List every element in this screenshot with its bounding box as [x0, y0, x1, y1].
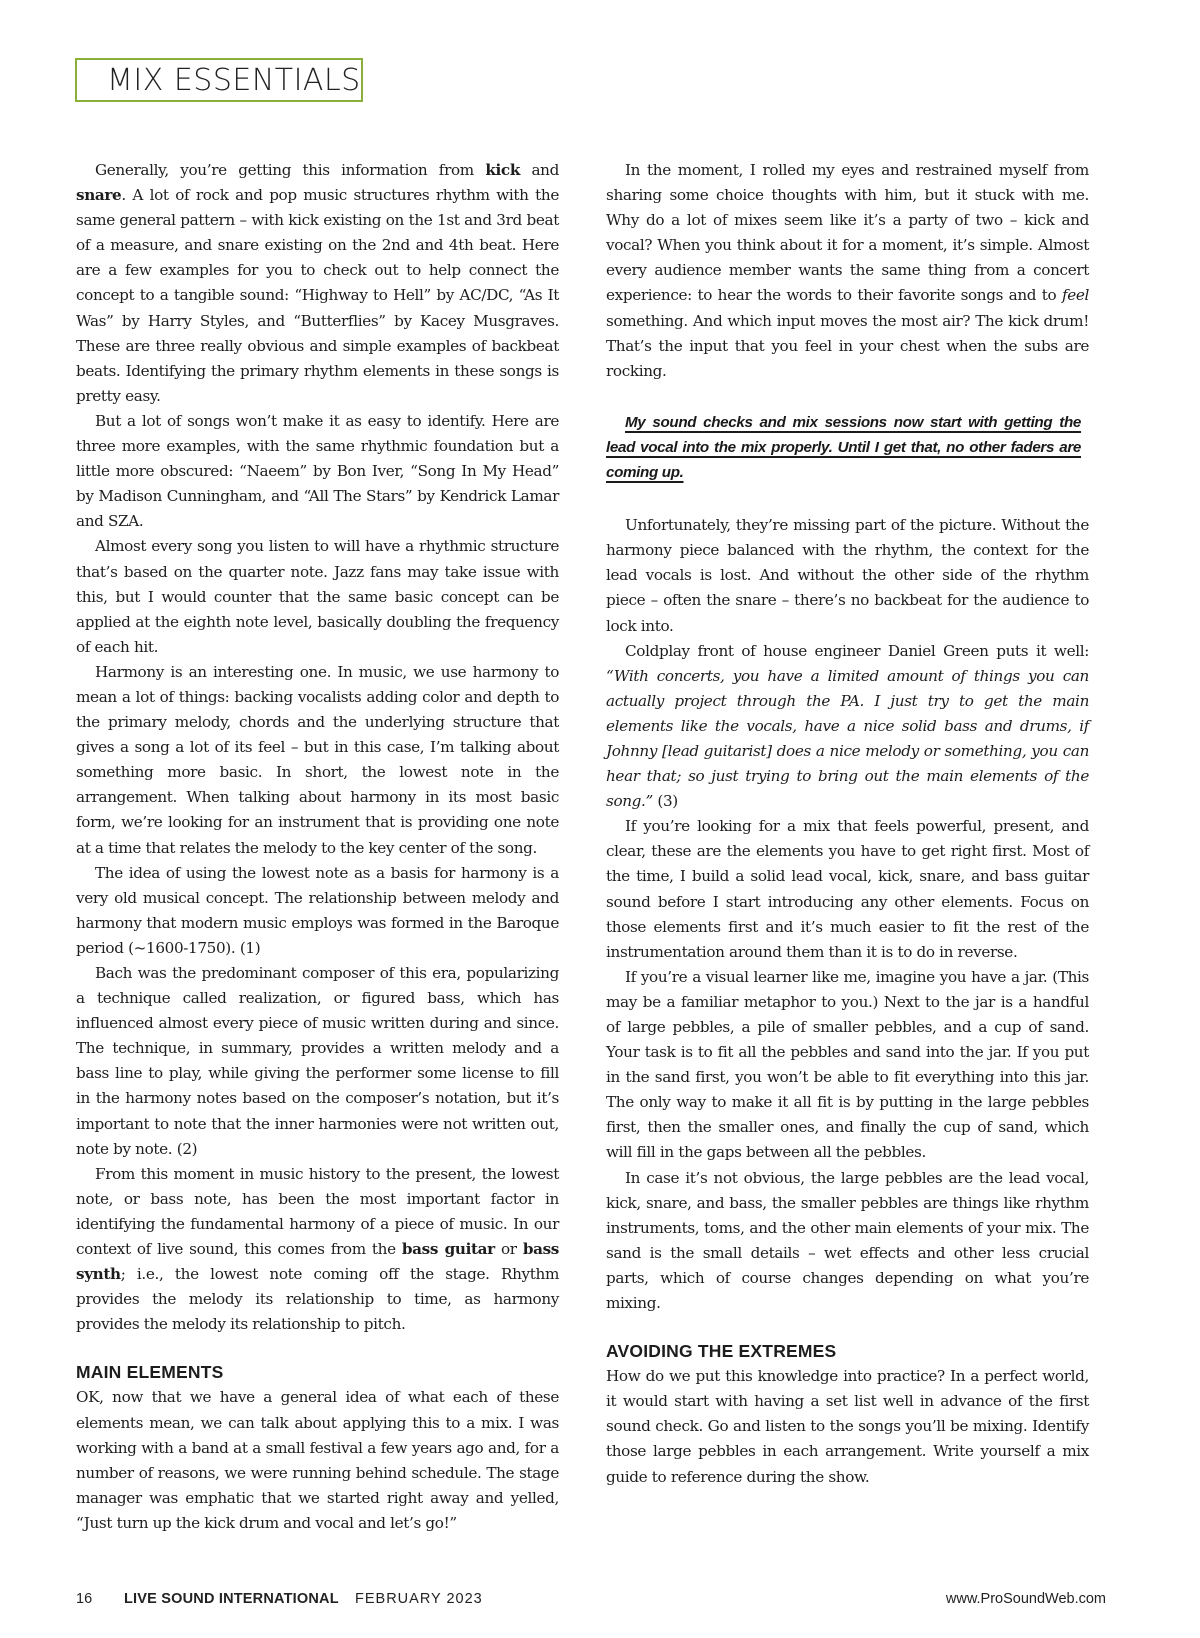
section-heading: AVOIDING THE EXTREMES	[606, 1341, 837, 1362]
body-paragraph: The idea of using the lowest note as a basis for harmony is a very old musical concept. The relationship between melody and harmony that modern music employs was formed in the Baroque period (~1600-1750). (1)	[76, 863, 559, 957]
body-paragraph: But a lot of songs won’t make it as easy to identify. Here are three more examples, with the same rhythmic foundation but a little more obscured: “Naeem” by Bon Iver, “Song In My Head” by Madison Cunningham, and “All The Stars” by Kendrick Lamar and SZA.	[76, 411, 559, 531]
pull-quote: My sound checks and mix sessions now start with getting the lead vocal into the mix properly. Until I get that, no other faders are coming up.	[606, 413, 1081, 482]
body-paragraph: How do we put this knowledge into practice? In a perfect world, it would start with having a set list well in advance of the first sound check. Go and listen to the songs you’ll be mixing. Identify those large pebbles in each arrangement. Write yourself a mix guide to reference during the show.	[606, 1367, 1089, 1486]
body-paragraph: If you’re looking for a mix that feels powerful, present, and clear, these are the elements you have to get right first. Most of the time, I build a solid lead vocal, kick, snare, and bass guitar sound before I start introducing any other elements. Focus on those elements first and it’s much easier to fit the rest of the instrumentation around them than it is to do in reverse.	[606, 817, 1089, 961]
body-paragraph: Coldplay front of house engineer Daniel Green puts it well: “With concerts, you have a limited amount of things you can actually project through the PA. I just try to get the main elements like the vocals, have a nice solid bass and drums, if Johnny [lead guitarist] does a nice melody or something, you can hear that; so just trying to bring out the main elements of the song.” (3)	[606, 641, 1089, 811]
body-paragraph: Unfortunately, they’re missing part of the picture. Without the harmony piece balanced with the rhythm, the context for the lead vocals is lost. And without the other side of the rhythm piece – often the snare – there’s no backbeat for the audience to lock into.	[606, 516, 1089, 635]
body-paragraph: If you’re a visual learner like me, imagine you have a jar. (This may be a familiar metaphor to you.) Next to the jar is a handful of large pebbles, a pile of smaller pebbles, and a cup of sand. Your task is to fit all the pebbles and sand into the jar. If you put in the sand first, you won’t be able to fit everything into this jar. The only way to make it all fit is by putting in the large pebbles first, then the smaller ones, and finally the cup of sand, which will fill in the gaps between all the pebbles.	[606, 967, 1089, 1162]
right-column	[606, 158, 1089, 1490]
section-tag: MIX ESSENTIALS	[75, 58, 363, 102]
magazine-name: LIVE SOUND INTERNATIONAL	[124, 1591, 339, 1607]
body-paragraph: Generally, you’re getting this information from kick and snare. A lot of rock and pop music structures rhythm with the same general pattern – with kick existing on the 1st and 3rd beat of a measure, and snare existing on the 2nd and 4th beat. Here are a few examples for you to check out to help connect the concept to a tangible sound: “Highway to Hell” by AC/DC, “As It Was” by Harry Styles, and “Butterflies” by Kacey Musgraves. These are three really obvious and simple examples of backbeat beats. Identifying the primary rhythm elements in these songs is pretty easy.	[76, 161, 559, 405]
page-footer	[76, 1591, 1106, 1613]
body-paragraph: OK, now that we have a general idea of what each of these elements mean, we can talk about applying this to a mix. I was working with a band at a small festival a few years ago and, for a number of reasons, we were running behind schedule. The stage manager was emphatic that we started right away and yelled, “Just turn up the kick drum and vocal and let’s go!”	[76, 1388, 559, 1532]
body-paragraph: From this moment in music history to the present, the lowest note, or bass note, has been the most important factor in identifying the fundamental harmony of a piece of music. In our context of live sound, this comes from the bass guitar or bass synth; i.e., the lowest note coming off the stage. Rhythm provides the melody its relationship to time, as harmony provides the melody its relationship to pitch.	[76, 1164, 559, 1334]
left-column	[76, 158, 559, 1536]
body-paragraph: In the moment, I rolled my eyes and restrained myself from sharing some choice thoughts with him, but it stuck with me. Why do a lot of mixes seem like it’s a party of two – kick and vocal? When you think about it for a moment, it’s simple. Almost every audience member wants the same thing from a concert experience: to hear the words to their favorite songs and to feel something. And which input moves the most air? The kick drum! That’s the input that you feel in your chest when the subs are rocking.	[606, 161, 1089, 380]
body-paragraph: Bach was the predominant composer of this era, popularizing a technique called realization, or figured bass, which has influenced almost every piece of music written during and since. The technique, in summary, provides a written melody and a bass line to play, while giving the performer some license to fill in the harmony notes based on the composer’s notation, but it’s important to note that the inner harmonies were not written out, note by note. (2)	[76, 964, 559, 1158]
page-number: 16	[76, 1591, 93, 1607]
issue-date: FEBRUARY 2023	[355, 1591, 483, 1607]
body-paragraph: Harmony is an interesting one. In music, we use harmony to mean a lot of things: backing vocalists adding color and depth to the primary melody, chords and the underlying structure that gives a song a lot of its feel – but in this case, I’m talking about something more basic. In short, the lowest note in the arrangement. When talking about harmony in its most basic form, we’re looking for an instrument that is providing one note at a time that relates the melody to the key center of the song.	[76, 662, 559, 857]
section-heading: MAIN ELEMENTS	[76, 1362, 224, 1383]
body-paragraph: In case it’s not obvious, the large pebbles are the lead vocal, kick, snare, and bass, the smaller pebbles are things like rhythm instruments, toms, and the other main elements of your mix. The sand is the small details – wet effects and other less crucial parts, which of course changes depending on what you’re mixing.	[606, 1168, 1089, 1313]
website-link[interactable]: www.ProSoundWeb.com	[945, 1591, 1106, 1607]
body-paragraph: Almost every song you listen to will have a rhythmic structure that’s based on the quarter note. Jazz fans may take issue with this, but I would counter that the same basic concept can be applied at the eighth note level, basically doubling the frequency of each hit.	[76, 537, 559, 656]
